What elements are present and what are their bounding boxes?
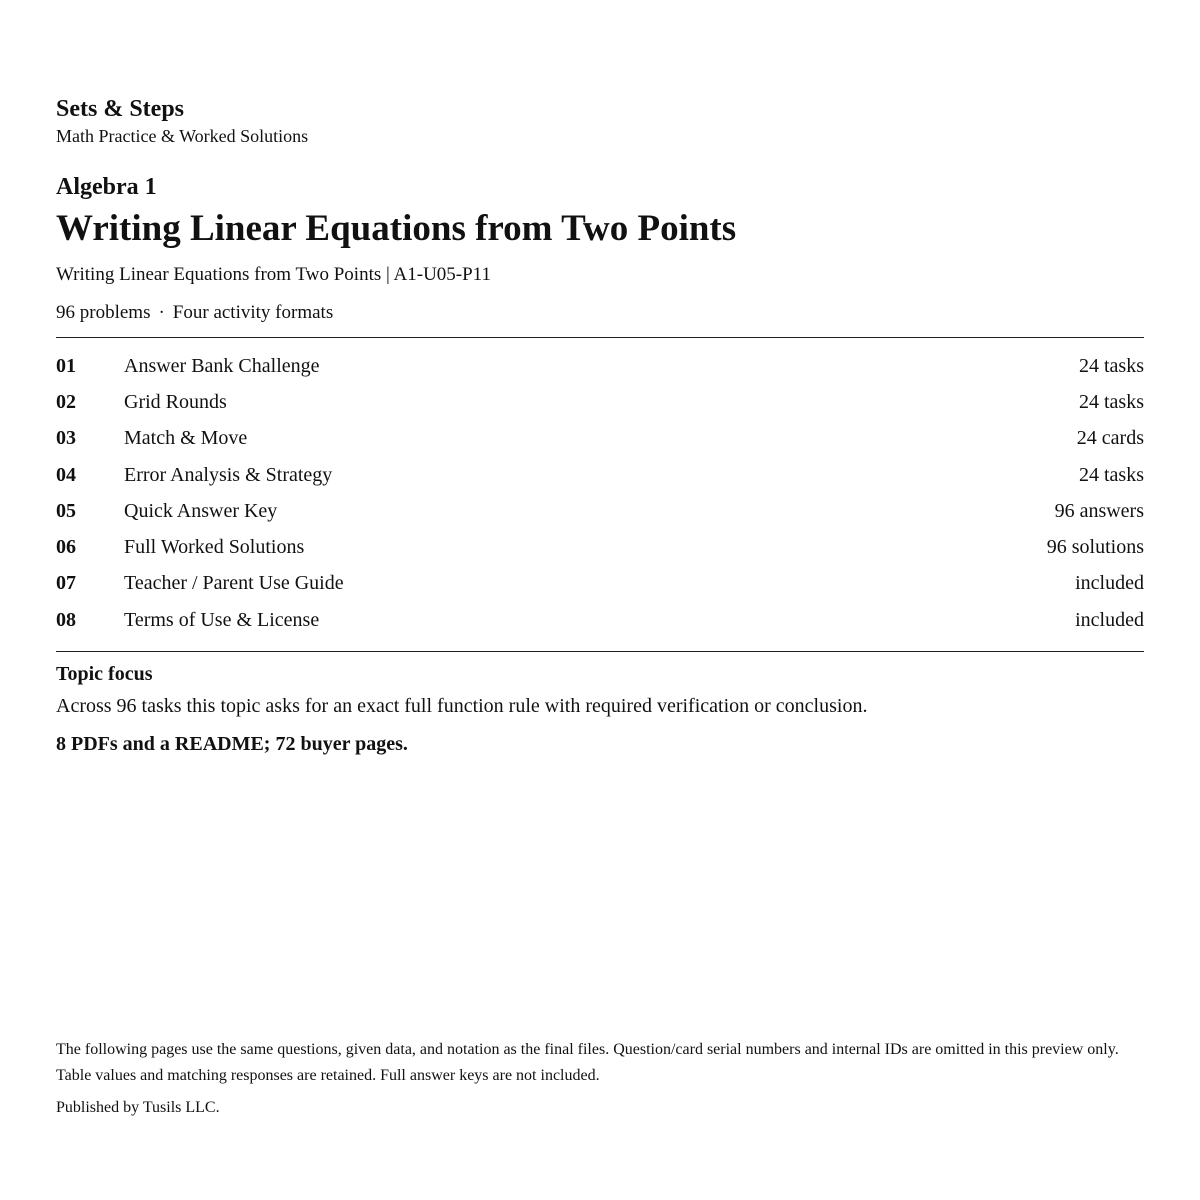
contents-count: 24 cards	[1076, 427, 1144, 450]
contents-row	[56, 457, 1144, 493]
contents-count: 96 answers	[1054, 499, 1144, 522]
contents-number: 08	[56, 608, 76, 631]
contents-number: 05	[56, 499, 76, 522]
contents-row	[56, 493, 1144, 529]
contents-number: 07	[56, 572, 76, 595]
page-title: Writing Linear Equations from Two Points	[56, 208, 737, 249]
contents-count: 24 tasks	[1079, 390, 1144, 413]
product-cover	[56, 94, 1144, 758]
contents-row	[56, 529, 1144, 565]
format-count: Four activity formats	[172, 302, 334, 323]
contents-number: 03	[56, 427, 76, 450]
contents-count: included	[1075, 572, 1144, 595]
brand-name: Sets & Steps	[56, 96, 185, 122]
contents-row	[56, 348, 1144, 384]
summary-line	[56, 300, 1144, 338]
contents-label: Error Analysis & Strategy	[124, 463, 333, 486]
contents-label: Full Worked Solutions	[124, 536, 305, 559]
contents-label: Terms of Use & License	[124, 608, 320, 631]
contents-row	[56, 384, 1144, 420]
product-code-line: Writing Linear Equations from Two Points | A1-U05-P11	[56, 264, 491, 285]
contents-row	[56, 421, 1144, 457]
separator-dot: ·	[158, 302, 165, 323]
contents-number: 06	[56, 536, 76, 559]
preview-disclaimer: The following pages use the same questions, given data, and notation as the final files. Question/card serial numbers and internal IDs are omitted in this preview only. Table values and matching responses are retained. Full answer keys are not included.	[56, 1041, 1119, 1084]
contents-label: Teacher / Parent Use Guide	[124, 572, 344, 595]
contents-label: Grid Rounds	[124, 390, 227, 413]
contents-label: Quick Answer Key	[124, 499, 278, 522]
contents-list	[56, 338, 1144, 652]
publisher-line: Published by Tusils LLC.	[56, 1099, 220, 1116]
contents-label: Match & Move	[124, 427, 248, 450]
contents-count: 96 solutions	[1046, 536, 1144, 559]
contents-number: 01	[56, 354, 76, 377]
package-contents-note: 8 PDFs and a README; 72 buyer pages.	[56, 733, 408, 756]
footer	[56, 1037, 1144, 1121]
contents-number: 02	[56, 390, 76, 413]
contents-label: Answer Bank Challenge	[124, 354, 320, 377]
problem-count: 96 problems	[56, 302, 151, 323]
contents-number: 04	[56, 463, 76, 486]
topic-focus-text: Across 96 tasks this topic asks for an exact full function rule with required verification or conclusion.	[56, 695, 868, 718]
contents-row	[56, 566, 1144, 602]
course-label: Algebra 1	[56, 174, 157, 200]
contents-count: 24 tasks	[1079, 354, 1144, 377]
contents-count: included	[1075, 608, 1144, 631]
topic-focus-heading: Topic focus	[56, 663, 153, 686]
contents-count: 24 tasks	[1079, 463, 1144, 486]
brand-tagline: Math Practice & Worked Solutions	[56, 126, 309, 146]
contents-row	[56, 602, 1144, 638]
